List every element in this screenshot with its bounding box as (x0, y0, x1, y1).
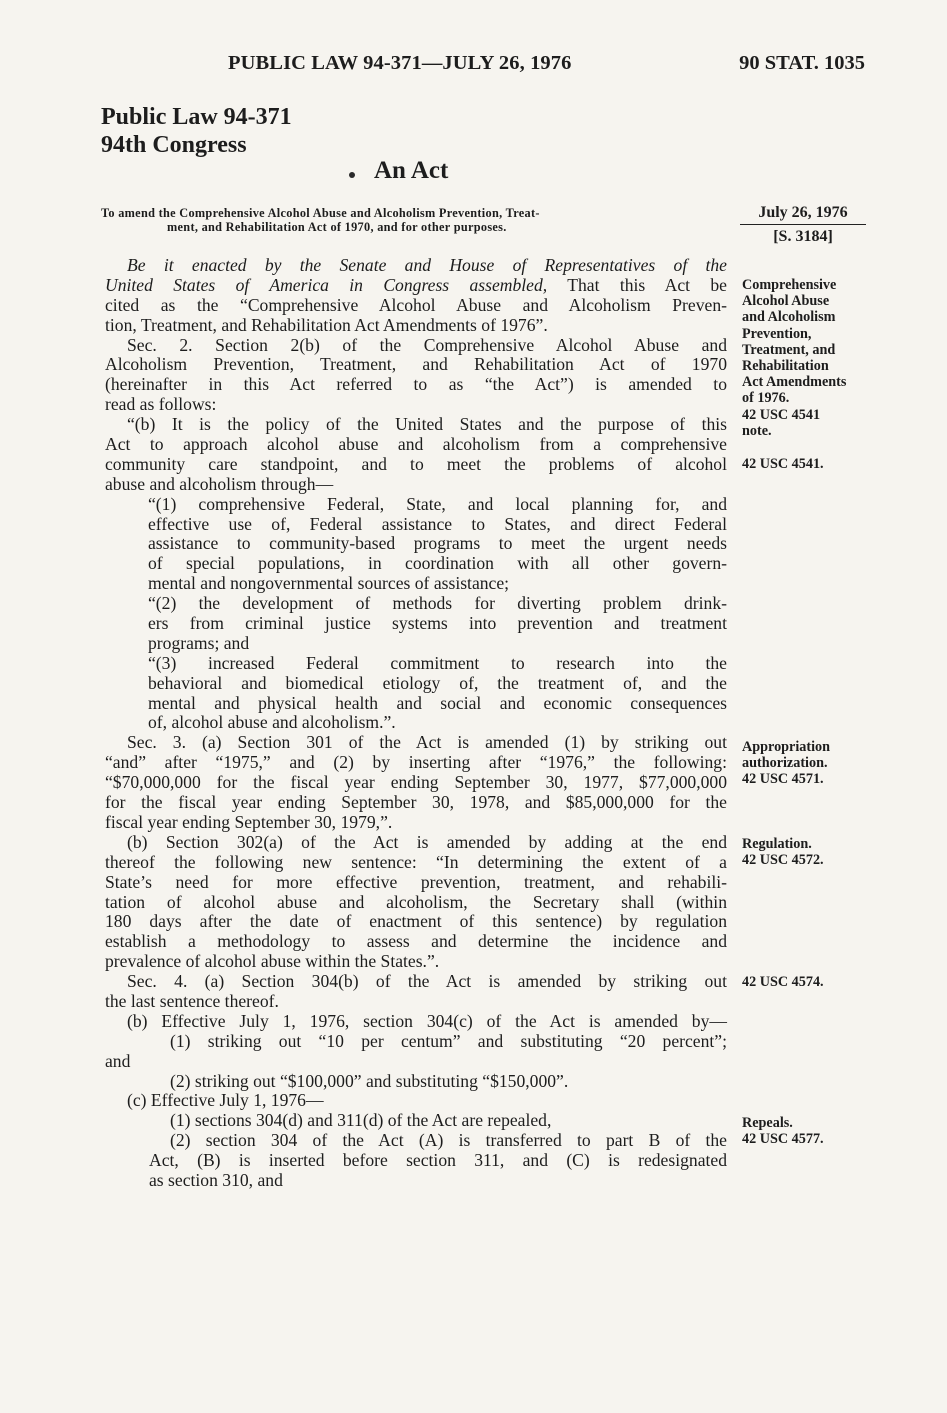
running-head: PUBLIC LAW 94-371—JULY 26, 1976 (228, 52, 572, 74)
margin-note-line: 42 USC 4571. (742, 771, 824, 788)
purpose-line: To amend the Comprehensive Alcohol Abuse and Alcoholism Prevention, Treat- (101, 206, 540, 220)
margin-note-line: Rehabilitation (742, 358, 829, 375)
body-line: of, alcohol abuse and alcoholism.”. (148, 712, 396, 733)
purpose-line: ment, and Rehabilitation Act of 1970, and for other purposes. (167, 220, 507, 234)
margin-note-short-title (742, 277, 892, 439)
body-line: fiscal year ending September 30, 1979,”. (105, 811, 393, 832)
margin-note-line: Alcohol Abuse (742, 293, 830, 310)
body-line: 180 days after the date of enactment of this sentence) by regulation (105, 911, 727, 932)
subsection-c: (c) Effective July 1, 1976— (127, 1090, 324, 1111)
margin-note-line: note. (742, 422, 772, 439)
body-line (105, 256, 727, 276)
body-line: the last sentence thereof. (105, 990, 279, 1011)
margin-note-repeals (742, 1115, 892, 1147)
paragraph-3: “(3) increased Federal commitment to research into the (148, 652, 727, 673)
margin-note-line: Repeals. (742, 1115, 793, 1131)
paragraph-1: (1) sections 304(d) and 311(d) of the Act are repealed, (170, 1110, 552, 1131)
body-line: cited as the “Comprehensive Alcohol Abuse and Alcoholism Preven- (105, 294, 727, 315)
body-line: for the fiscal year ending September 30, 1978, and $85,000,000 for the (105, 792, 727, 813)
body-line: State’s need for more effective prevention, treatment, and rehabili- (105, 871, 727, 892)
body-line: establish a methodology to assess and determine the incidence and (105, 931, 727, 952)
paragraph-2: (2) striking out “$100,000” and substituting “$150,000”. (170, 1070, 569, 1091)
body-line: behavioral and biomedical etiology of, the treatment of, and the (148, 672, 727, 693)
body-line: assistance to community-based programs to meet the urgent needs (148, 533, 727, 554)
body-line: programs; and (148, 632, 250, 653)
date-block (740, 204, 866, 246)
body-line: and (105, 1050, 131, 1071)
body-line: mental and nongovernmental sources of assistance; (148, 573, 510, 594)
margin-note-appropriation (742, 739, 892, 788)
margin-note-regulation (742, 836, 892, 868)
body-line: Act, (B) is inserted before section 311, and (C) is redesignated (149, 1150, 727, 1171)
margin-note-line: Appropriation (742, 739, 831, 755)
subsection-b: (b) Section 302(a) of the Act is amended by adding at the end (127, 831, 727, 852)
margin-note-line: 42 USC 4577. (742, 1131, 824, 1148)
body-line: (hereinafter in this Act referred to as “the Act”) is amended to (105, 374, 727, 395)
paragraph-1: “(1) comprehensive Federal, State, and local planning for, and (148, 493, 727, 514)
section-2-start: Sec. 2. Section 2(b) of the Comprehensive Alcohol Abuse and (127, 334, 727, 355)
body-line: read as follows: (105, 394, 217, 415)
paragraph-2: “(2) the development of methods for diverting problem drink- (148, 593, 727, 614)
body-line: prevalence of alcohol abuse within the States.”. (105, 951, 440, 972)
body-line: tation of alcohol abuse and alcoholism, the Secretary shall (within (105, 891, 727, 912)
body-line: Alcoholism Prevention, Treatment, and Rehabilitation Act of 1970 (105, 354, 727, 375)
margin-note-usc-4541 (742, 456, 892, 472)
section-3-start: Sec. 3. (a) Section 301 of the Act is amended (1) by striking out (127, 732, 727, 753)
margin-note-line: authorization. (742, 755, 828, 772)
body-line: abuse and alcoholism through— (105, 473, 334, 494)
body-line: mental and physical health and social and economic consequences (148, 692, 727, 713)
body-line: community care standpoint, and to meet the problems of alcohol (105, 453, 727, 474)
margin-note-usc-4574 (742, 974, 892, 990)
act-body (105, 256, 727, 1191)
margin-note-line: Comprehensive (742, 277, 837, 293)
act-heading: An Act (374, 157, 449, 184)
margin-note-line: 42 USC 4572. (742, 852, 824, 869)
body-line: “(b) It is the policy of the United States and the purpose of this (127, 414, 727, 435)
margin-note-line: Regulation. (742, 836, 812, 852)
margin-note-line: Act Amendments (742, 374, 847, 391)
margin-note-line: Prevention, (742, 325, 812, 342)
body-line: tion, Treatment, and Rehabilitation Act Amendments of 1976”. (105, 314, 548, 335)
bill-number: [S. 3184] (773, 228, 833, 245)
section-4-start: Sec. 4. (a) Section 304(b) of the Act is amended by striking out (127, 971, 727, 992)
margin-note-line: 42 USC 4541 (742, 406, 821, 423)
body-line: Act to approach alcohol abuse and alcoholism from a comprehensive (105, 434, 727, 455)
enactment-date: July 26, 1976 (740, 204, 866, 225)
law-number: Public Law 94-371 (101, 104, 292, 130)
body-line: of special populations, in coordination with all other govern- (148, 553, 727, 574)
body-line: “and” after “1975,” and (2) by inserting after “1976,” the following: (105, 752, 727, 773)
purpose-clause (101, 206, 726, 234)
body-line (105, 276, 727, 296)
law-title-block (101, 103, 292, 159)
paragraph-2: (2) section 304 of the Act (A) is transferred to part B of the (170, 1130, 727, 1151)
statute-reference: 90 STAT. 1035 (739, 52, 865, 74)
margin-note-line: of 1976. (742, 390, 790, 407)
enacting-clause: Be it enacted by the Senate and House of Representatives of the (127, 255, 727, 275)
body-line: “$70,000,000 for the fiscal year ending September 30, 1977, $77,000,000 (105, 772, 727, 793)
margin-note-line: and Alcoholism (742, 309, 836, 326)
body-text-run: That this Act be (547, 274, 727, 295)
enacting-clause-cont: United States of America in Congress assembled, (105, 274, 548, 295)
margin-note-line: Treatment, and (742, 341, 836, 358)
margin-note-line: 42 USC 4574. (742, 974, 824, 990)
margin-note-line: 42 USC 4541. (742, 456, 824, 472)
body-line: effective use of, Federal assistance to States, and direct Federal (148, 513, 727, 534)
body-line: ers from criminal justice systems into prevention and treatment (148, 613, 727, 634)
paragraph-1: (1) striking out “10 per centum” and substituting “20 percent”; (170, 1030, 727, 1051)
bullet-mark (349, 172, 355, 178)
subsection-b: (b) Effective July 1, 1976, section 304(c) of the Act is amended by— (127, 1010, 727, 1031)
congress-number: 94th Congress (101, 132, 247, 158)
body-line: as section 310, and (149, 1169, 283, 1190)
body-line: thereof the following new sentence: “In determining the extent of a (105, 851, 727, 872)
